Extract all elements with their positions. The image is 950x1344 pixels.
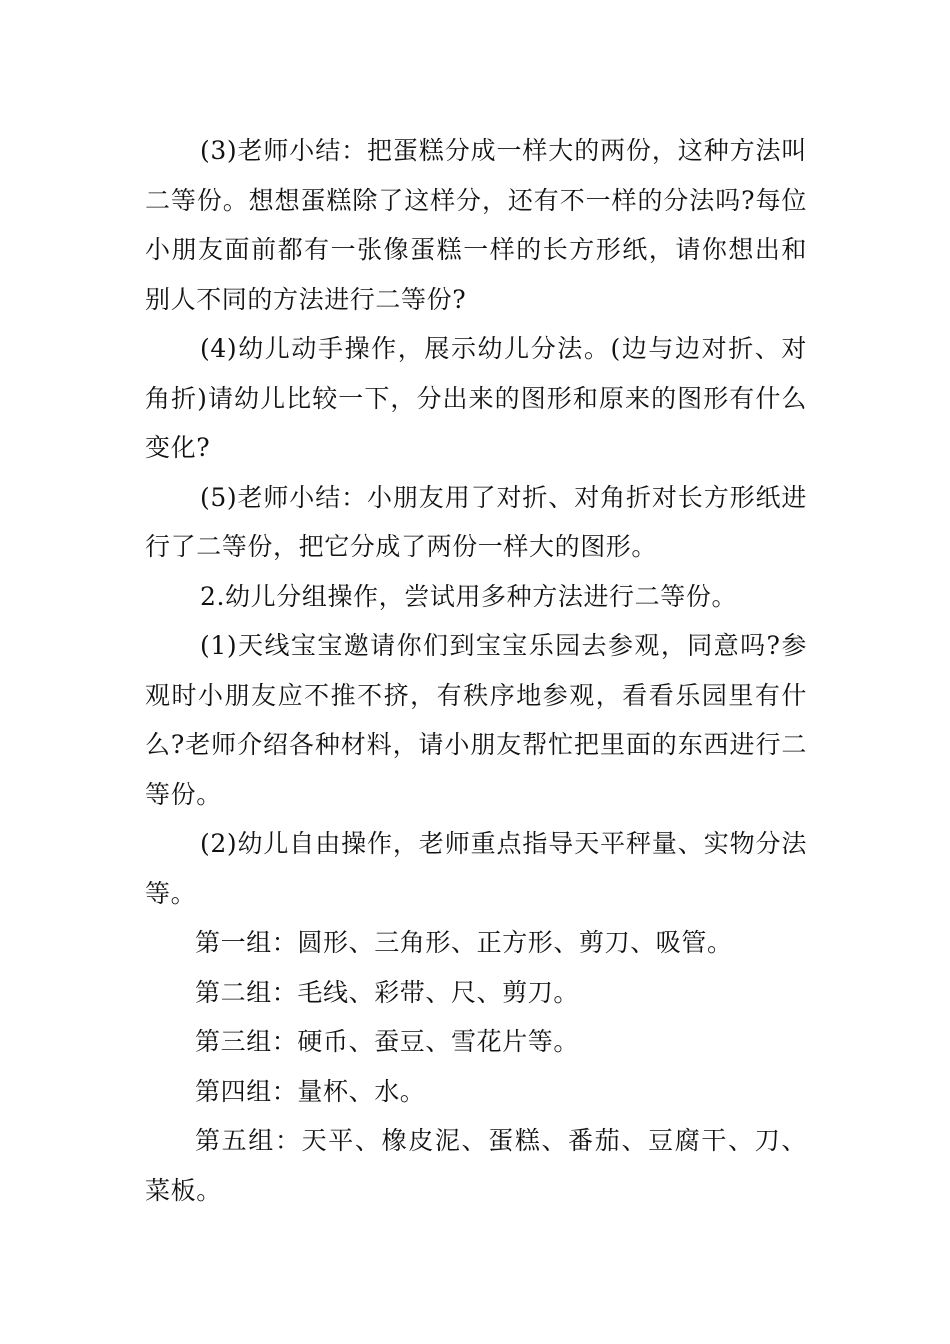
paragraph-group-2: 第二组：毛线、彩带、尺、剪刀。 (195, 977, 580, 1007)
paragraph-step-5-summary: (5)老师小结：小朋友用了对折、对角折对长方形纸进行了二等份，把它分成了两份一样大的图形。 (145, 482, 807, 561)
paragraph-group-1: 第一组：圆形、三角形、正方形、剪刀、吸管。 (195, 928, 733, 957)
paragraph-group-5: 第五组：天平、橡皮泥、蛋糕、番茄、豆腐干、刀、菜板。 (145, 1126, 807, 1205)
paragraph-section-2-step-1: (1)天线宝宝邀请你们到宝宝乐园去参观，同意吗?参观时小朋友应不推不挤，有秩序地参观，看看乐园里有什么?老师介绍各种材料，请小朋友帮忙把里面的东西进行二等份。 (145, 631, 807, 809)
document-body (145, 126, 807, 1215)
paragraph-section-2-heading: 2.幼儿分组操作，尝试用多种方法进行二等份。 (200, 581, 738, 611)
paragraph-section-2-step-2: (2)幼儿自由操作，老师重点指导天平秤量、实物分法等。 (145, 829, 807, 908)
paragraph-step-4-operation: (4)幼儿动手操作，展示幼儿分法。(边与边对折、对角折)请幼儿比较一下，分出来的图形和原来的图形有什么变化? (145, 334, 807, 462)
paragraph-group-3: 第三组：硬币、蚕豆、雪花片等。 (195, 1027, 580, 1056)
paragraph-step-3-summary: (3)老师小结：把蛋糕分成一样大的两份，这种方法叫二等份。想想蛋糕除了这样分，还有不一样的分法吗?每位小朋友面前都有一张像蛋糕一样的长方形纸，请你想出和别人不同的方法进行二等份? (145, 136, 807, 314)
paragraph-group-4: 第四组：量杯、水。 (195, 1076, 426, 1106)
